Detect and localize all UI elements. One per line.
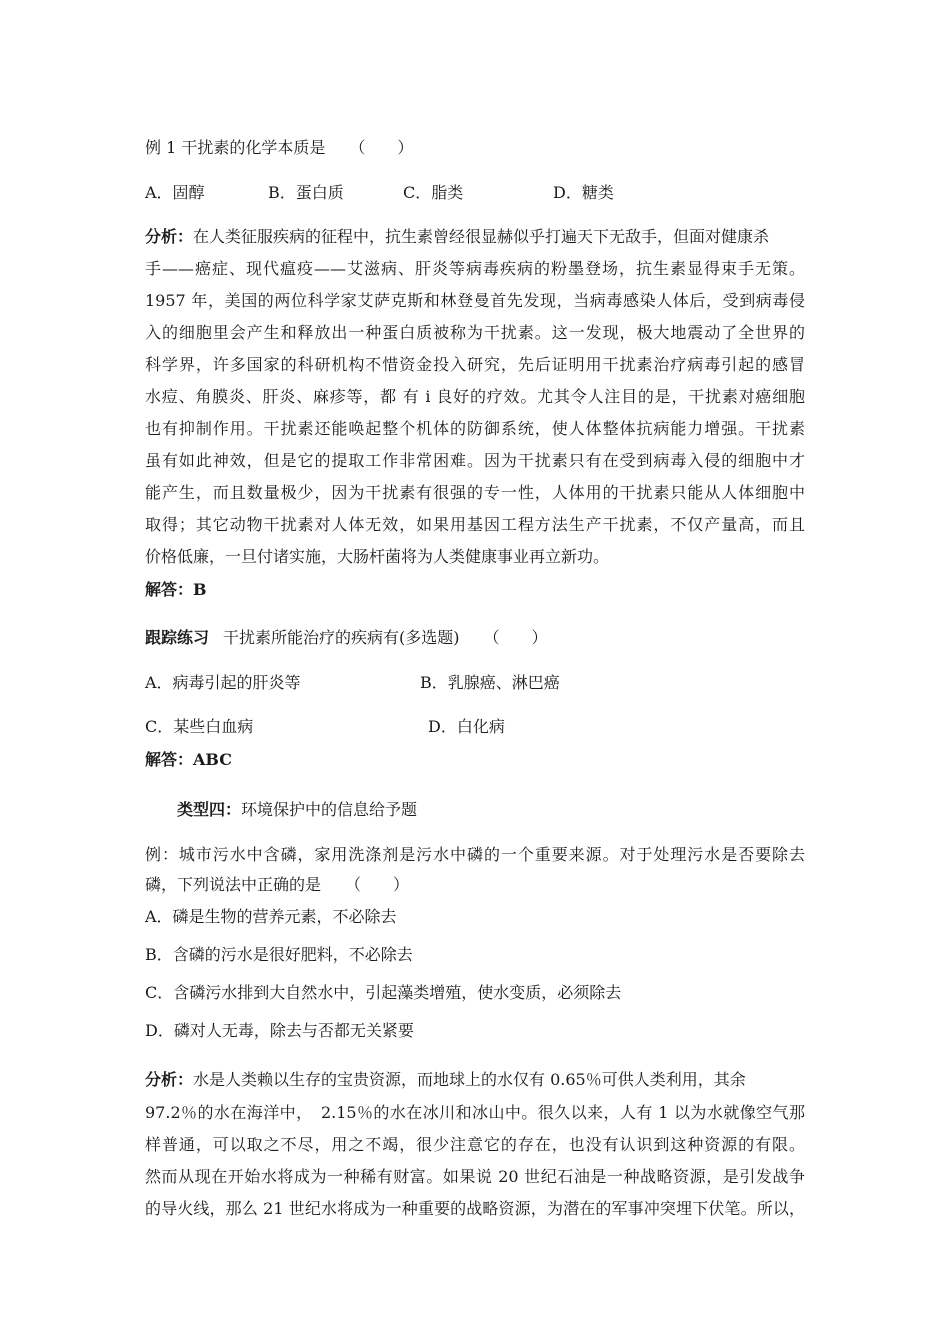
- answer-label: 解答：: [145, 750, 194, 769]
- analysis-line: 价格低廉，一旦付诸实施，大肠杆菌将为人类健康事业再立新功。: [145, 547, 610, 566]
- analysis-line: 97.2％的水在海洋中， 2.15％的水在冰川和冰山中。很久以来，人有 1 以为水就像空气那: [145, 1103, 805, 1122]
- example1-question: 例 1 干扰素的化学本质是 （ ）: [145, 138, 414, 157]
- example1-option-a: A．固醇: [145, 183, 205, 202]
- tracking-option-c: C．某些白血病: [145, 717, 254, 736]
- tracking-answer: [145, 749, 232, 771]
- type4-heading-text: 环境保护中的信息给予题: [241, 800, 418, 819]
- example1-answer: [145, 579, 207, 601]
- type4-option-b: B．含磷的污水是很好肥料，不必除去: [145, 945, 413, 964]
- type4-heading-label: 类型四：: [177, 800, 242, 819]
- analysis-line: 然而从现在开始水将成为一种稀有财富。如果说 20 世纪石油是一种战略资源，是引发战争: [145, 1167, 805, 1186]
- answer-value: ABC: [193, 750, 232, 769]
- answer-label: 解答：: [145, 580, 194, 599]
- type4-question-line: 磷，下列说法中正确的是 （ ）: [145, 875, 410, 894]
- type4-option-a: A．磷是生物的营养元素，不必除去: [145, 907, 397, 926]
- analysis-label: 分析：: [145, 227, 194, 246]
- example1-option-d: D．糖类: [553, 183, 614, 202]
- tracking-label: 跟踪练习: [145, 628, 210, 647]
- analysis-text: 水是人类赖以生存的宝贵资源，而地球上的水仅有 0.65％可供人类利用，其余: [193, 1070, 746, 1089]
- type4-question-line: 例：城市污水中含磷，家用洗涤剂是污水中磷的一个重要来源。对于处理污水是否要除去: [145, 845, 805, 864]
- example1-option-c: C．脂类: [403, 183, 464, 202]
- analysis-line: 的导火线，那么 21 世纪水将成为一种重要的战略资源，为潜在的军事冲突埋下伏笔。所以，: [145, 1199, 805, 1218]
- analysis-line: 样普通，可以取之不尽，用之不竭，很少注意它的存在，也没有认识到这种资源的有限。: [145, 1135, 805, 1154]
- analysis-line: 1957 年，美国的两位科学家艾萨克斯和林登曼首先发现，当病毒感染人体后，受到病毒侵: [145, 291, 805, 310]
- tracking-option-b: B．乳腺癌、淋巴癌: [420, 673, 560, 692]
- analysis-line: 也有抑制作用。干扰素还能唤起整个机体的防御系统，使人体整体抗病能力增强。干扰素: [145, 419, 805, 438]
- tracking-option-a: A．病毒引起的肝炎等: [145, 673, 301, 692]
- example1-analysis-first-line: [145, 226, 769, 248]
- analysis-line: 入的细胞里会产生和释放出一种蛋白质被称为干扰素。这一发现，极大地震动了全世界的: [145, 323, 805, 342]
- analysis-line: 取得；其它动物干扰素对人体无效，如果用基因工程方法生产干扰素，不仅产量高，而且: [145, 515, 805, 534]
- tracking-question: 干扰素所能治疗的疾病有(多选题) （ ）: [223, 628, 548, 647]
- analysis-line: 科学界，许多国家的科研机构不惜资金投入研究，先后证明用干扰素治疗病毒引起的感冒: [145, 355, 805, 374]
- tracking-question-line: [145, 627, 548, 649]
- tracking-option-d: D．白化病: [428, 717, 505, 736]
- analysis-line: 能产生，而且数量极少，因为干扰素有很强的专一性，人体用的干扰素只能从人体细胞中: [145, 483, 805, 502]
- type4-option-d: D．磷对人无毒，除去与否都无关紧要: [145, 1021, 414, 1040]
- example1-option-b: B．蛋白质: [268, 183, 344, 202]
- answer-value: B: [193, 580, 207, 599]
- type4-heading: [177, 799, 417, 821]
- analysis-line: 虽有如此神效，但是它的提取工作非常困难。因为干扰素只有在受到病毒入侵的细胞中才: [145, 451, 805, 470]
- analysis-line: 水痘、角膜炎、肝炎、麻疹等，都 有 i 良好的疗效。尤其令人注目的是，干扰素对癌细胞: [145, 387, 805, 406]
- analysis-label: 分析：: [145, 1070, 194, 1089]
- type4-analysis-first-line: [145, 1069, 746, 1091]
- analysis-text: 在人类征服疾病的征程中，抗生素曾经很显赫似乎打遍天下无敌手，但面对健康杀: [193, 227, 770, 246]
- analysis-line: 手——癌症、现代瘟疫——艾滋病、肝炎等病毒疾病的粉墨登场，抗生素显得束手无策。: [145, 259, 805, 278]
- type4-option-c: C．含磷污水排到大自然水中，引起藻类增殖，使水变质，必须除去: [145, 983, 622, 1002]
